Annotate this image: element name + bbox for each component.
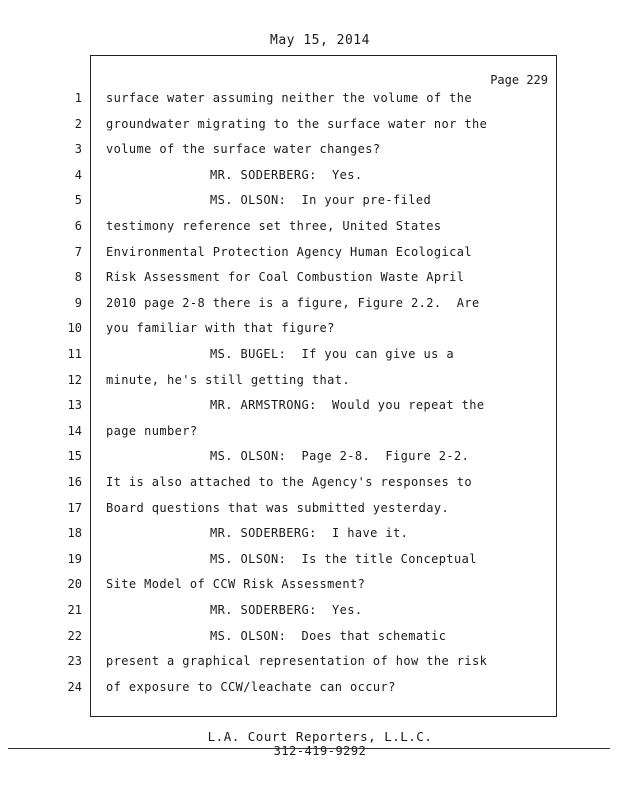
line-number: 1	[74, 91, 82, 105]
line-number: 16	[67, 475, 82, 489]
transcript-line: 2010 page 2-8 there is a figure, Figure 2.2. Are	[106, 295, 480, 310]
court-reporter-phone: 312-419-9292	[273, 744, 367, 758]
line-number: 18	[67, 526, 82, 541]
transcript-line: MS. OLSON: In your pre-filed	[210, 193, 432, 208]
line-number: 9	[74, 295, 82, 310]
transcript-line: surface water assuming neither the volume of the	[106, 91, 472, 105]
line-number: 8	[74, 270, 82, 285]
footer-divider	[8, 748, 610, 749]
transcript-line: testimony reference set three, United States	[106, 219, 442, 233]
line-number: 3	[74, 142, 82, 157]
line-number: 23	[67, 654, 82, 669]
transcript-line: Environmental Protection Agency Human Ecological	[106, 244, 472, 259]
transcript-line: Risk Assessment for Coal Combustion Waste April	[106, 270, 465, 285]
transcript-line: MS. OLSON: Is the title Conceptual	[210, 551, 477, 566]
transcript-line: It is also attached to the Agency's responses to	[106, 475, 472, 489]
line-number: 17	[67, 500, 82, 515]
page-number: Page 229	[490, 73, 548, 87]
transcript-line: MS. OLSON: Page 2-8. Figure 2-2.	[210, 449, 470, 464]
transcript-line: you familiar with that figure?	[106, 321, 335, 336]
transcript-line: MR. SODERBERG: Yes.	[210, 167, 363, 182]
line-number: 19	[67, 551, 82, 566]
transcript-line: Board questions that was submitted yesterday.	[106, 500, 450, 515]
line-number: 15	[67, 449, 82, 464]
line-number: 10	[67, 321, 82, 336]
line-number: 20	[67, 577, 82, 592]
page-date: May 15, 2014	[270, 33, 370, 48]
line-number: 24	[67, 679, 82, 694]
transcript-line: of exposure to CCW/leachate can occur?	[106, 679, 396, 694]
line-number: 22	[67, 628, 82, 643]
transcript-line: MR. ARMSTRONG: Would you repeat the	[210, 398, 485, 413]
line-number: 21	[67, 603, 82, 617]
line-number: 2	[74, 116, 82, 131]
transcript-line: present a graphical representation of how the risk	[106, 654, 488, 669]
transcript-line: MS. BUGEL: If you can give us a	[210, 347, 454, 361]
transcript-line: volume of the surface water changes?	[106, 142, 381, 157]
line-number: 14	[67, 423, 82, 438]
transcript-line: MS. OLSON: Does that schematic	[210, 628, 447, 643]
transcript-line: MR. SODERBERG: Yes.	[210, 603, 363, 617]
transcript-line: minute, he's still getting that.	[106, 372, 350, 387]
line-number: 4	[74, 167, 82, 182]
line-number: 12	[67, 372, 82, 387]
line-number: 11	[67, 347, 82, 361]
line-number: 5	[74, 193, 82, 208]
line-number: 13	[67, 398, 82, 413]
line-number: 6	[74, 219, 82, 233]
transcript-line: page number?	[106, 423, 198, 438]
transcript-line: groundwater migrating to the surface water nor the	[106, 116, 488, 131]
transcript-line: MR. SODERBERG: I have it.	[210, 526, 409, 541]
court-reporter-name: L.A. Court Reporters, L.L.C.	[207, 729, 433, 744]
line-number: 7	[74, 244, 82, 259]
transcript-line: Site Model of CCW Risk Assessment?	[106, 577, 366, 592]
